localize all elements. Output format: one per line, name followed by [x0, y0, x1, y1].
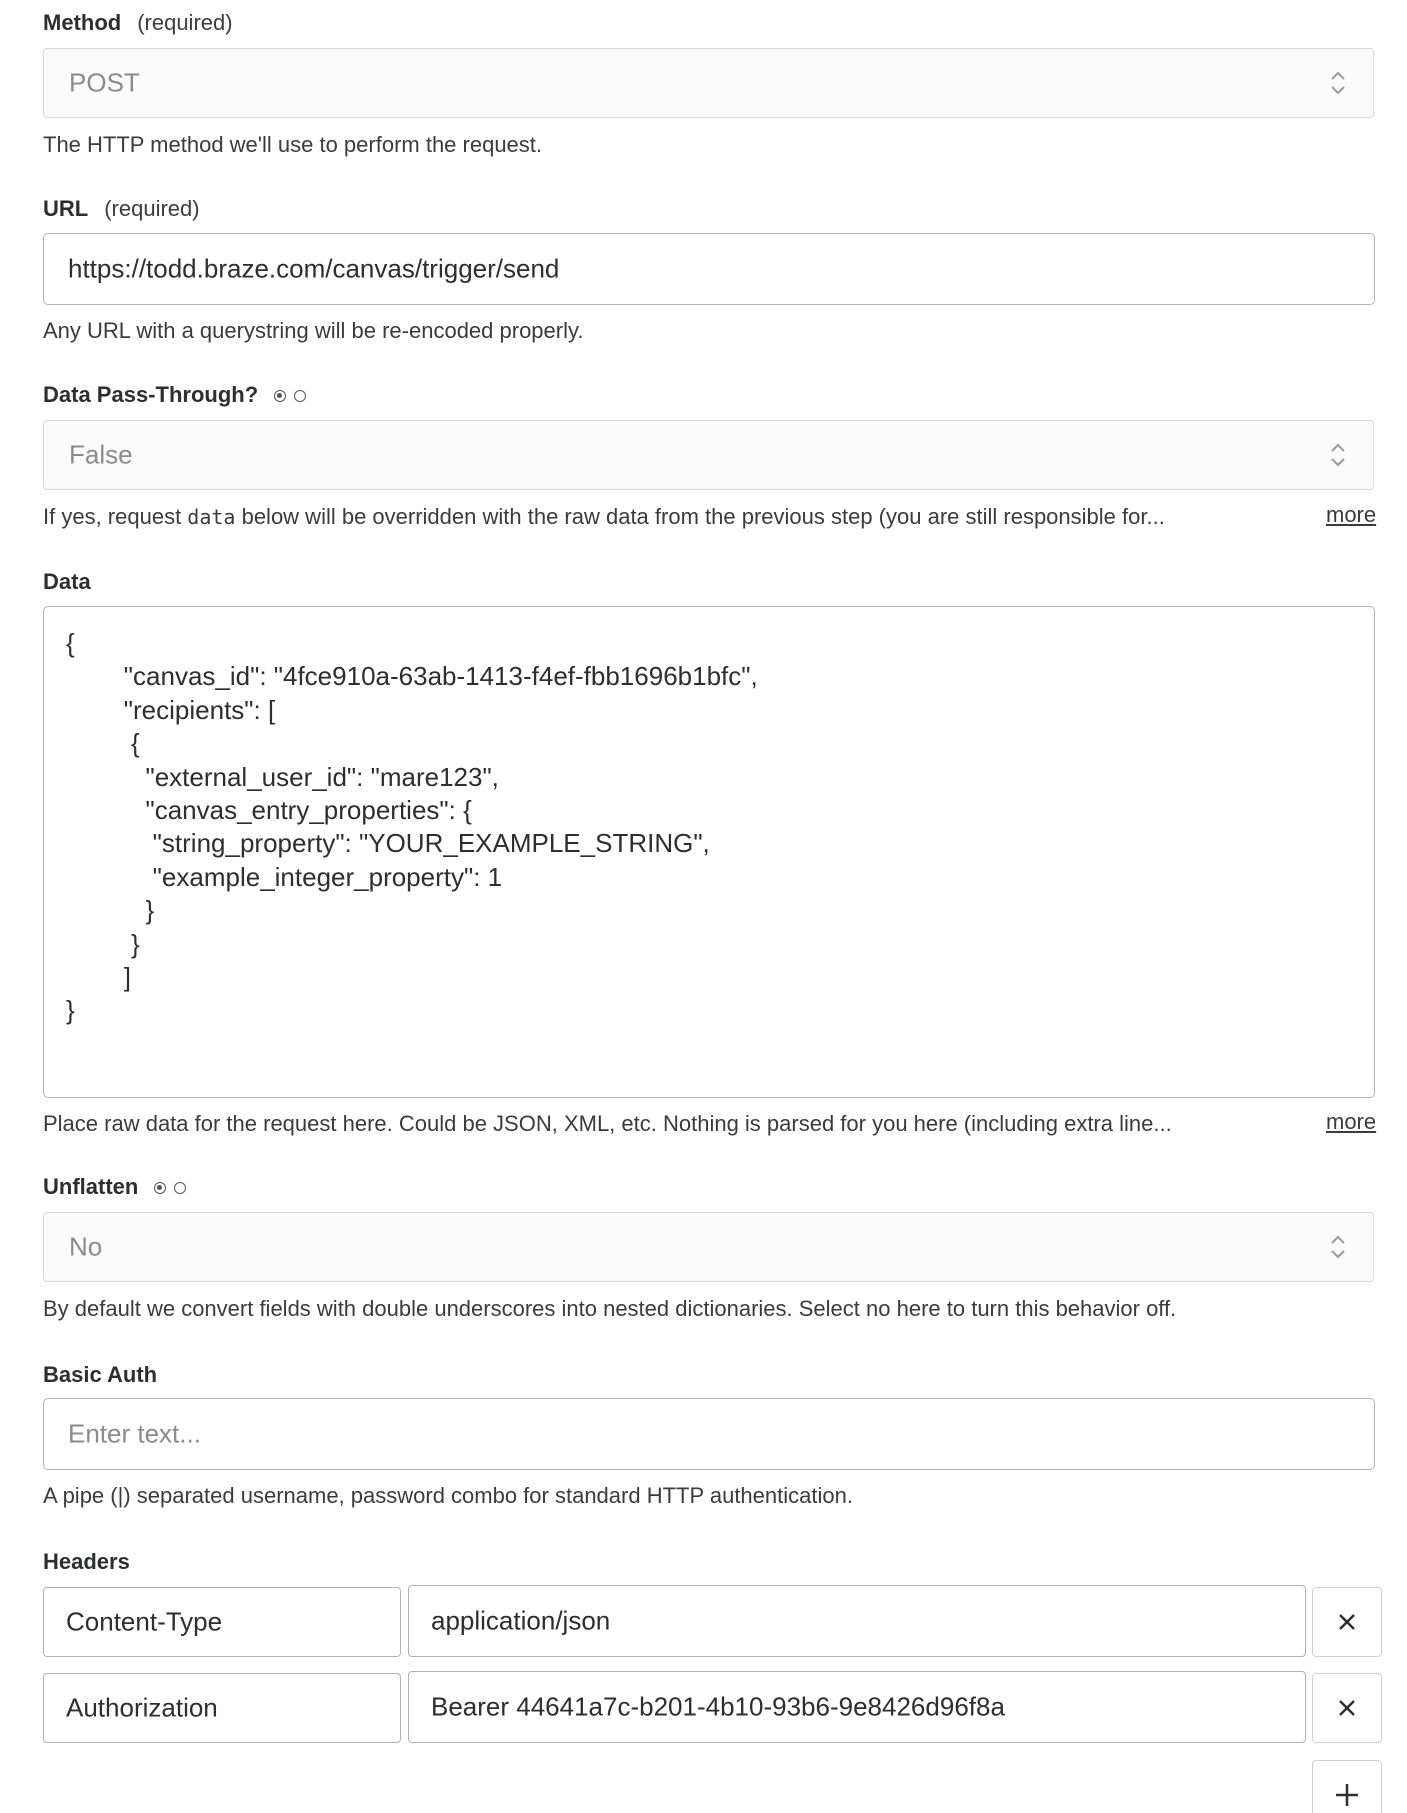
data-code — [66, 627, 758, 1028]
remove-header-button[interactable] — [1312, 1673, 1382, 1743]
headers-label: Headers — [43, 1549, 130, 1574]
header-key-input[interactable] — [43, 1587, 401, 1657]
code-line: } — [66, 895, 155, 926]
code-line: "string_property": "YOUR_EXAMPLE_STRING", — [66, 828, 710, 859]
basic-auth-input[interactable] — [43, 1398, 1375, 1470]
unflatten-help: By default we convert fields with double underscores into nested dictionaries. Select no here to turn this behavior off. — [43, 1296, 1177, 1321]
code-line: "canvas_entry_properties": { — [66, 795, 472, 826]
pass-through-value: False — [69, 439, 133, 470]
header-key-input[interactable] — [43, 1673, 401, 1743]
radio-selected-icon[interactable] — [154, 1182, 166, 1194]
pass-through-label — [43, 382, 306, 408]
url-label — [43, 196, 200, 222]
method-required: (required) — [137, 10, 233, 35]
unflatten-label — [43, 1174, 186, 1200]
basic-auth-label: Basic Auth — [43, 1362, 158, 1387]
data-help: Place raw data for the request here. Could be JSON, XML, etc. Nothing is parsed for you here (including extra line... — [43, 1111, 1172, 1136]
code-line: "canvas_id": "4fce910a-63ab-1413-f4ef-fbb1696b1bfc", — [66, 661, 758, 692]
unflatten-select[interactable] — [43, 1212, 1374, 1282]
pass-through-more-link[interactable]: more — [1326, 502, 1377, 527]
url-label-text: URL — [43, 196, 89, 221]
basic-auth-help: A pipe (|) separated username, password combo for standard HTTP authentication. — [43, 1483, 853, 1508]
url-input[interactable] — [43, 233, 1375, 305]
method-help: The HTTP method we'll use to perform the request. — [43, 132, 543, 157]
pass-through-help — [43, 504, 1165, 530]
url-value: https://todd.braze.com/canvas/trigger/send — [68, 253, 560, 284]
pass-through-help-after: below will be overridden with the raw data from the previous step (you are still responsible for... — [235, 504, 1165, 529]
close-icon — [1337, 1612, 1357, 1632]
unflatten-label-text: Unflatten — [43, 1174, 139, 1199]
remove-header-button[interactable] — [1312, 1587, 1382, 1657]
pass-through-select[interactable] — [43, 420, 1374, 490]
code-line: { — [66, 728, 140, 759]
unflatten-value: No — [69, 1231, 103, 1262]
method-select[interactable] — [43, 48, 1374, 118]
method-label-text: Method — [43, 10, 122, 35]
header-value-value: Bearer 44641a7c-b201-4b10-93b6-9e8426d96f8a — [431, 1691, 1005, 1722]
header-value-value: application/json — [431, 1605, 611, 1636]
pass-through-label-text: Data Pass-Through? — [43, 382, 259, 407]
chevron-updown-icon — [1329, 68, 1347, 98]
data-more-link[interactable]: more — [1326, 1109, 1377, 1134]
code-line: } — [66, 995, 75, 1026]
code-line: { — [66, 628, 75, 658]
radio-unselected-icon[interactable] — [294, 390, 306, 402]
header-key-value: Content-Type — [66, 1606, 223, 1637]
radio-selected-icon[interactable] — [274, 390, 286, 402]
header-key-value: Authorization — [66, 1692, 218, 1723]
radio-unselected-icon[interactable] — [174, 1182, 186, 1194]
data-textarea[interactable] — [43, 606, 1375, 1098]
code-line: "external_user_id": "mare123", — [66, 761, 499, 792]
code-line: ] — [66, 962, 132, 993]
method-value: POST — [69, 67, 140, 98]
pass-through-help-code: data — [187, 505, 236, 529]
code-line: } — [66, 928, 140, 959]
add-header-button[interactable] — [1312, 1760, 1382, 1813]
header-value-input[interactable] — [408, 1671, 1306, 1743]
data-label: Data — [43, 569, 91, 594]
pass-through-help-before: If yes, request — [43, 504, 188, 529]
code-line: "example_integer_property": 1 — [66, 861, 503, 892]
basic-auth-placeholder: Enter text... — [68, 1418, 201, 1449]
code-line: "recipients": [ — [66, 694, 276, 725]
close-icon — [1337, 1698, 1357, 1718]
plus-icon — [1335, 1783, 1359, 1807]
chevron-updown-icon — [1329, 440, 1347, 470]
header-value-input[interactable] — [408, 1585, 1306, 1657]
chevron-updown-icon — [1329, 1232, 1347, 1262]
url-help: Any URL with a querystring will be re-encoded properly. — [43, 318, 584, 343]
url-required: (required) — [104, 196, 200, 221]
method-label — [43, 10, 233, 36]
